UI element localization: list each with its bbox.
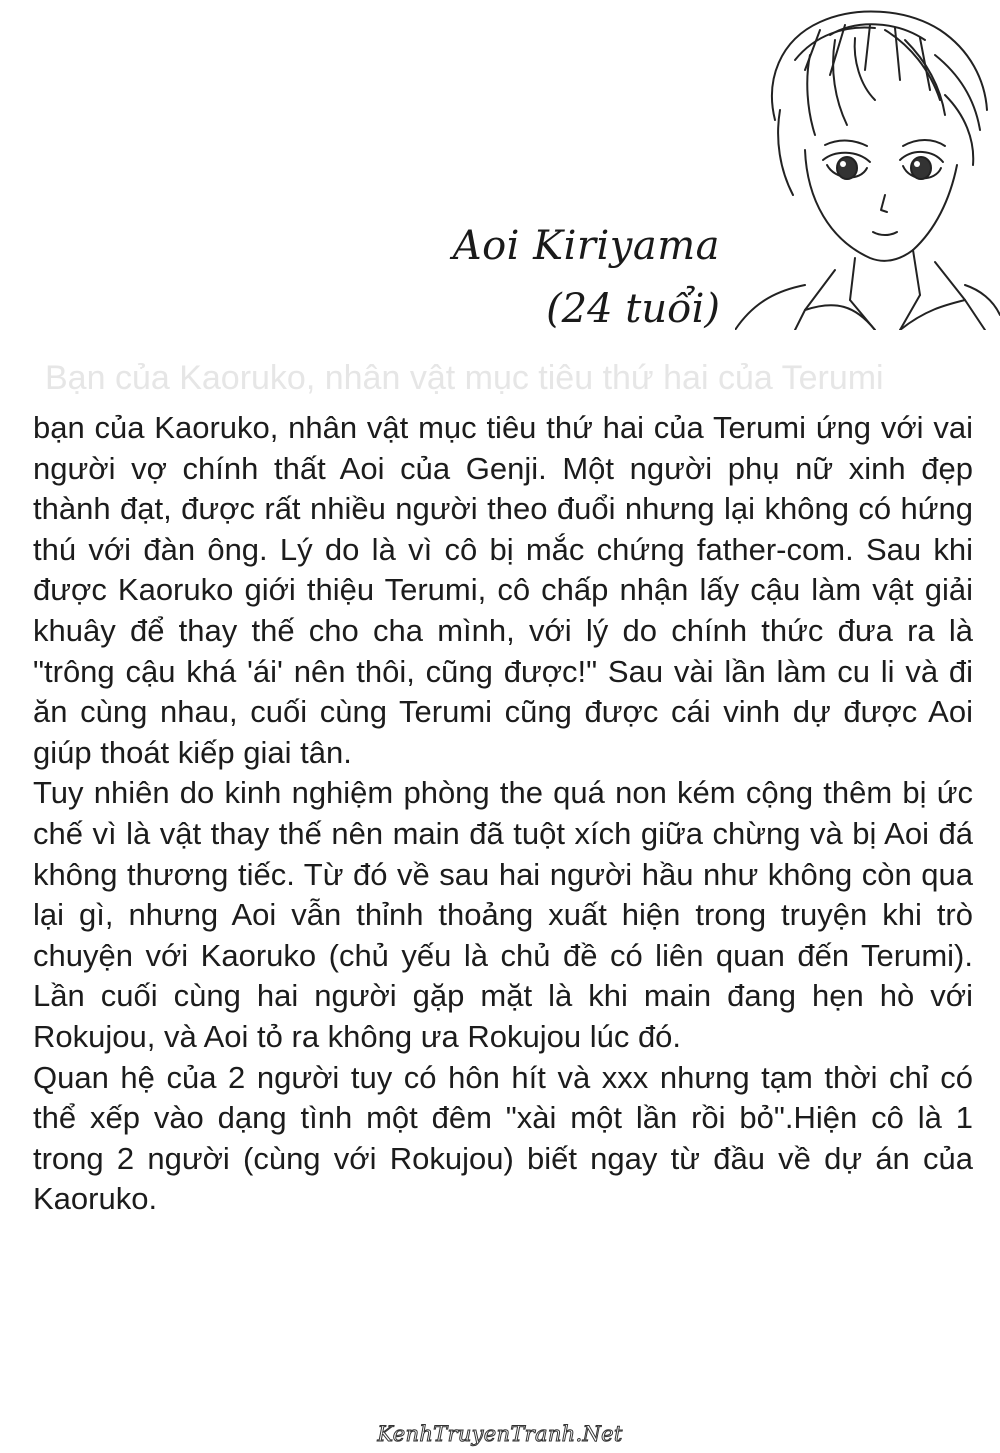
site-watermark: KenhTruyenTranh.Net <box>377 1422 623 1446</box>
bio-paragraph: Quan hệ của 2 người tuy có hôn hít và xxx nhưng tạm thời chỉ có thể xếp vào dạng tình một đêm "xài một lần rồi bỏ".Hiện cô là 1 trong 2 người (cùng với Rokujou) biết ngay từ đầu về dự án của Kaoruko. <box>33 1059 973 1217</box>
character-age: (24 tuổi) <box>546 286 720 332</box>
character-name: Aoi Kiriyama <box>452 223 720 269</box>
bio-paragraph: bạn của Kaoruko, nhân vật mục tiêu thứ hai của Terumi ứng với vai người vợ chính thất Aoi của Genji. Một người phụ nữ xinh đẹp thành đạt, được rất nhiều người theo đuổi nhưng lại không có hứng thú với đàn ông. Lý do là vì cô bị mắc chứng father-com. Sau khi được Kaoruko giới thiệu Terumi, cô chấp nhận lấy cậu làm vật giải khuây để thay thế cho cha mình, với lý do chính thức đưa ra là "trông cậu khá 'ái' nên thôi, cũng được!" Sau vài lần làm cu li và đi ăn cùng nhau, cuối cùng Terumi cũng được cái vinh dự được Aoi giúp thoát kiếp giai tân. <box>33 410 973 770</box>
character-portrait-illustration <box>735 0 1000 330</box>
bio-paragraph: Tuy nhiên do kinh nghiệm phòng the quá non kém cộng thêm bị ức chế vì là vật thay thế nên main đã tuột xích giữa chừng và bị Aoi đá không thương tiếc. Từ đó về sau hai người hầu như không còn qua lại gì, nhưng Aoi vẫn thỉnh thoảng xuất hiện trong truyện khi trò chuyện với Kaoruko (chủ yếu là chủ đề có liên quan đến Terumi). Lần cuối cùng hai người gặp mặt là khi main đang hẹn hò với Rokujou, và Aoi tỏ ra không ưa Rokujou lúc đó. <box>33 775 973 1054</box>
character-biography <box>33 408 973 1220</box>
bleed-through-text: Bạn của Kaoruko, nhân vật mục tiêu thứ hai của Terumi <box>45 359 884 397</box>
